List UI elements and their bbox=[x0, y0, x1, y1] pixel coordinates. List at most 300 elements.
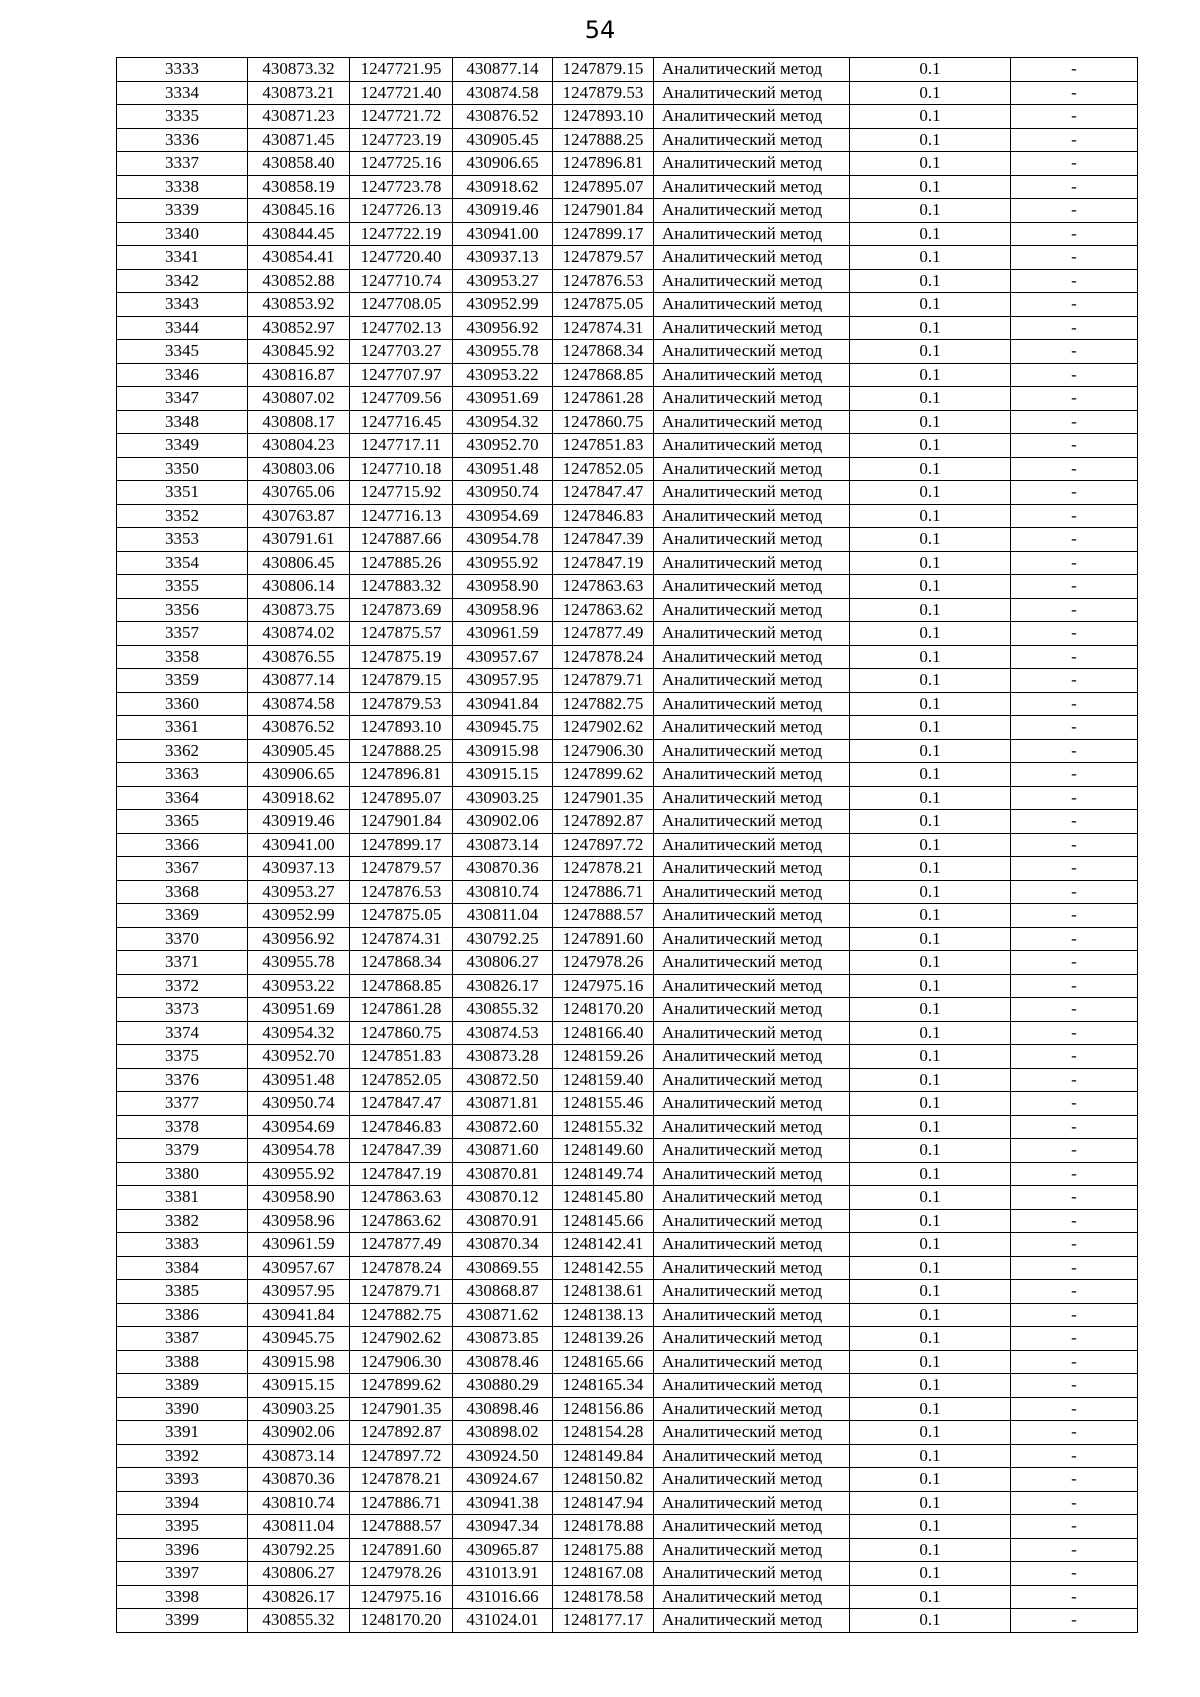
note-cell: - bbox=[1011, 1374, 1138, 1398]
table-row bbox=[117, 222, 1138, 246]
note-cell: - bbox=[1011, 1350, 1138, 1374]
x-start-cell: 430877.14 bbox=[248, 669, 350, 693]
table-row bbox=[117, 739, 1138, 763]
x-start-cell: 430951.48 bbox=[248, 1068, 350, 1092]
note-cell: - bbox=[1011, 692, 1138, 716]
x-start-cell: 430811.04 bbox=[248, 1515, 350, 1539]
method-cell: Аналитический метод bbox=[654, 1186, 850, 1210]
x-start-cell: 430871.23 bbox=[248, 105, 350, 129]
x-end-cell: 430954.69 bbox=[453, 504, 553, 528]
point-number-cell: 3340 bbox=[117, 222, 248, 246]
accuracy-cell: 0.1 bbox=[850, 833, 1011, 857]
note-cell: - bbox=[1011, 1585, 1138, 1609]
y-start-cell: 1247703.27 bbox=[350, 340, 453, 364]
accuracy-cell: 0.1 bbox=[850, 1280, 1011, 1304]
method-cell: Аналитический метод bbox=[654, 786, 850, 810]
x-start-cell: 430845.16 bbox=[248, 199, 350, 223]
accuracy-cell: 0.1 bbox=[850, 1515, 1011, 1539]
table-row bbox=[117, 1209, 1138, 1233]
accuracy-cell: 0.1 bbox=[850, 1468, 1011, 1492]
y-start-cell: 1247901.35 bbox=[350, 1397, 453, 1421]
note-cell: - bbox=[1011, 222, 1138, 246]
x-start-cell: 430873.21 bbox=[248, 81, 350, 105]
point-number-cell: 3395 bbox=[117, 1515, 248, 1539]
note-cell: - bbox=[1011, 1162, 1138, 1186]
point-number-cell: 3397 bbox=[117, 1562, 248, 1586]
accuracy-cell: 0.1 bbox=[850, 1115, 1011, 1139]
y-end-cell: 1247886.71 bbox=[553, 880, 654, 904]
table-row bbox=[117, 457, 1138, 481]
y-start-cell: 1247901.84 bbox=[350, 810, 453, 834]
x-start-cell: 430804.23 bbox=[248, 434, 350, 458]
x-start-cell: 430941.84 bbox=[248, 1303, 350, 1327]
method-cell: Аналитический метод bbox=[654, 880, 850, 904]
note-cell: - bbox=[1011, 669, 1138, 693]
point-number-cell: 3338 bbox=[117, 175, 248, 199]
note-cell: - bbox=[1011, 904, 1138, 928]
table-row bbox=[117, 1468, 1138, 1492]
x-start-cell: 430919.46 bbox=[248, 810, 350, 834]
point-number-cell: 3388 bbox=[117, 1350, 248, 1374]
accuracy-cell: 0.1 bbox=[850, 1162, 1011, 1186]
point-number-cell: 3356 bbox=[117, 598, 248, 622]
table-row bbox=[117, 1515, 1138, 1539]
method-cell: Аналитический метод bbox=[654, 175, 850, 199]
note-cell: - bbox=[1011, 927, 1138, 951]
accuracy-cell: 0.1 bbox=[850, 904, 1011, 928]
method-cell: Аналитический метод bbox=[654, 857, 850, 881]
x-end-cell: 430870.36 bbox=[453, 857, 553, 881]
note-cell: - bbox=[1011, 293, 1138, 317]
table-row bbox=[117, 105, 1138, 129]
y-end-cell: 1247863.63 bbox=[553, 575, 654, 599]
note-cell: - bbox=[1011, 504, 1138, 528]
method-cell: Аналитический метод bbox=[654, 293, 850, 317]
x-end-cell: 430874.58 bbox=[453, 81, 553, 105]
point-number-cell: 3355 bbox=[117, 575, 248, 599]
y-start-cell: 1247879.15 bbox=[350, 669, 453, 693]
point-number-cell: 3380 bbox=[117, 1162, 248, 1186]
point-number-cell: 3399 bbox=[117, 1609, 248, 1633]
point-number-cell: 3335 bbox=[117, 105, 248, 129]
accuracy-cell: 0.1 bbox=[850, 293, 1011, 317]
method-cell: Аналитический метод bbox=[654, 575, 850, 599]
method-cell: Аналитический метод bbox=[654, 1303, 850, 1327]
x-start-cell: 430844.45 bbox=[248, 222, 350, 246]
table-row bbox=[117, 622, 1138, 646]
x-start-cell: 430871.45 bbox=[248, 128, 350, 152]
y-start-cell: 1247722.19 bbox=[350, 222, 453, 246]
method-cell: Аналитический метод bbox=[654, 1421, 850, 1445]
accuracy-cell: 0.1 bbox=[850, 598, 1011, 622]
method-cell: Аналитический метод bbox=[654, 669, 850, 693]
y-start-cell: 1247902.62 bbox=[350, 1327, 453, 1351]
accuracy-cell: 0.1 bbox=[850, 857, 1011, 881]
x-end-cell: 431024.01 bbox=[453, 1609, 553, 1633]
y-start-cell: 1247877.49 bbox=[350, 1233, 453, 1257]
x-end-cell: 430941.38 bbox=[453, 1491, 553, 1515]
note-cell: - bbox=[1011, 457, 1138, 481]
y-end-cell: 1248170.20 bbox=[553, 998, 654, 1022]
method-cell: Аналитический метод bbox=[654, 1515, 850, 1539]
y-end-cell: 1248145.66 bbox=[553, 1209, 654, 1233]
method-cell: Аналитический метод bbox=[654, 1068, 850, 1092]
x-start-cell: 430870.36 bbox=[248, 1468, 350, 1492]
y-end-cell: 1247897.72 bbox=[553, 833, 654, 857]
x-end-cell: 430924.50 bbox=[453, 1444, 553, 1468]
x-end-cell: 430915.98 bbox=[453, 739, 553, 763]
point-number-cell: 3361 bbox=[117, 716, 248, 740]
x-end-cell: 430955.92 bbox=[453, 551, 553, 575]
point-number-cell: 3376 bbox=[117, 1068, 248, 1092]
y-end-cell: 1248166.40 bbox=[553, 1021, 654, 1045]
y-start-cell: 1247847.19 bbox=[350, 1162, 453, 1186]
table-row bbox=[117, 1115, 1138, 1139]
x-start-cell: 430858.40 bbox=[248, 152, 350, 176]
accuracy-cell: 0.1 bbox=[850, 1045, 1011, 1069]
accuracy-cell: 0.1 bbox=[850, 810, 1011, 834]
x-start-cell: 430873.32 bbox=[248, 58, 350, 82]
y-end-cell: 1247901.84 bbox=[553, 199, 654, 223]
y-end-cell: 1248165.34 bbox=[553, 1374, 654, 1398]
y-start-cell: 1247874.31 bbox=[350, 927, 453, 951]
x-start-cell: 430792.25 bbox=[248, 1538, 350, 1562]
table-row bbox=[117, 1280, 1138, 1304]
accuracy-cell: 0.1 bbox=[850, 1233, 1011, 1257]
x-start-cell: 430952.99 bbox=[248, 904, 350, 928]
note-cell: - bbox=[1011, 387, 1138, 411]
x-end-cell: 430951.69 bbox=[453, 387, 553, 411]
accuracy-cell: 0.1 bbox=[850, 1092, 1011, 1116]
x-end-cell: 430902.06 bbox=[453, 810, 553, 834]
note-cell: - bbox=[1011, 152, 1138, 176]
table-row bbox=[117, 1397, 1138, 1421]
method-cell: Аналитический метод bbox=[654, 1045, 850, 1069]
y-end-cell: 1247978.26 bbox=[553, 951, 654, 975]
y-end-cell: 1248138.61 bbox=[553, 1280, 654, 1304]
x-start-cell: 430803.06 bbox=[248, 457, 350, 481]
note-cell: - bbox=[1011, 763, 1138, 787]
accuracy-cell: 0.1 bbox=[850, 692, 1011, 716]
note-cell: - bbox=[1011, 410, 1138, 434]
y-end-cell: 1248154.28 bbox=[553, 1421, 654, 1445]
method-cell: Аналитический метод bbox=[654, 927, 850, 951]
method-cell: Аналитический метод bbox=[654, 340, 850, 364]
point-number-cell: 3339 bbox=[117, 199, 248, 223]
x-end-cell: 430945.75 bbox=[453, 716, 553, 740]
table-row bbox=[117, 1421, 1138, 1445]
method-cell: Аналитический метод bbox=[654, 692, 850, 716]
accuracy-cell: 0.1 bbox=[850, 880, 1011, 904]
y-start-cell: 1247888.57 bbox=[350, 1515, 453, 1539]
table-row bbox=[117, 692, 1138, 716]
table-row bbox=[117, 645, 1138, 669]
x-end-cell: 430965.87 bbox=[453, 1538, 553, 1562]
y-start-cell: 1247875.57 bbox=[350, 622, 453, 646]
x-end-cell: 430873.14 bbox=[453, 833, 553, 857]
x-start-cell: 430958.90 bbox=[248, 1186, 350, 1210]
method-cell: Аналитический метод bbox=[654, 199, 850, 223]
table-row bbox=[117, 175, 1138, 199]
x-end-cell: 430870.12 bbox=[453, 1186, 553, 1210]
x-start-cell: 430915.15 bbox=[248, 1374, 350, 1398]
point-number-cell: 3350 bbox=[117, 457, 248, 481]
x-end-cell: 430873.28 bbox=[453, 1045, 553, 1069]
x-end-cell: 430873.85 bbox=[453, 1327, 553, 1351]
note-cell: - bbox=[1011, 316, 1138, 340]
point-number-cell: 3357 bbox=[117, 622, 248, 646]
y-start-cell: 1247886.71 bbox=[350, 1491, 453, 1515]
point-number-cell: 3385 bbox=[117, 1280, 248, 1304]
point-number-cell: 3353 bbox=[117, 528, 248, 552]
x-start-cell: 430810.74 bbox=[248, 1491, 350, 1515]
y-start-cell: 1247716.45 bbox=[350, 410, 453, 434]
y-end-cell: 1247847.19 bbox=[553, 551, 654, 575]
method-cell: Аналитический метод bbox=[654, 1585, 850, 1609]
accuracy-cell: 0.1 bbox=[850, 1397, 1011, 1421]
x-start-cell: 430874.02 bbox=[248, 622, 350, 646]
x-end-cell: 430915.15 bbox=[453, 763, 553, 787]
table-row bbox=[117, 410, 1138, 434]
point-number-cell: 3348 bbox=[117, 410, 248, 434]
y-start-cell: 1247721.72 bbox=[350, 105, 453, 129]
accuracy-cell: 0.1 bbox=[850, 1186, 1011, 1210]
x-start-cell: 430806.14 bbox=[248, 575, 350, 599]
x-start-cell: 430858.19 bbox=[248, 175, 350, 199]
x-start-cell: 430906.65 bbox=[248, 763, 350, 787]
point-number-cell: 3365 bbox=[117, 810, 248, 834]
x-end-cell: 430906.65 bbox=[453, 152, 553, 176]
method-cell: Аналитический метод bbox=[654, 1139, 850, 1163]
y-start-cell: 1247892.87 bbox=[350, 1421, 453, 1445]
point-number-cell: 3334 bbox=[117, 81, 248, 105]
note-cell: - bbox=[1011, 1491, 1138, 1515]
page-number: 54 bbox=[584, 16, 616, 44]
table-row bbox=[117, 340, 1138, 364]
point-number-cell: 3384 bbox=[117, 1256, 248, 1280]
y-end-cell: 1247899.62 bbox=[553, 763, 654, 787]
x-start-cell: 430853.92 bbox=[248, 293, 350, 317]
y-end-cell: 1247847.39 bbox=[553, 528, 654, 552]
accuracy-cell: 0.1 bbox=[850, 716, 1011, 740]
accuracy-cell: 0.1 bbox=[850, 1139, 1011, 1163]
point-number-cell: 3363 bbox=[117, 763, 248, 787]
accuracy-cell: 0.1 bbox=[850, 434, 1011, 458]
method-cell: Аналитический метод bbox=[654, 598, 850, 622]
y-start-cell: 1247723.19 bbox=[350, 128, 453, 152]
x-end-cell: 430955.78 bbox=[453, 340, 553, 364]
x-end-cell: 430826.17 bbox=[453, 974, 553, 998]
y-end-cell: 1248149.84 bbox=[553, 1444, 654, 1468]
y-end-cell: 1248159.40 bbox=[553, 1068, 654, 1092]
accuracy-cell: 0.1 bbox=[850, 105, 1011, 129]
accuracy-cell: 0.1 bbox=[850, 763, 1011, 787]
y-end-cell: 1247876.53 bbox=[553, 269, 654, 293]
note-cell: - bbox=[1011, 1256, 1138, 1280]
accuracy-cell: 0.1 bbox=[850, 974, 1011, 998]
point-number-cell: 3377 bbox=[117, 1092, 248, 1116]
x-start-cell: 430874.58 bbox=[248, 692, 350, 716]
point-number-cell: 3391 bbox=[117, 1421, 248, 1445]
note-cell: - bbox=[1011, 1609, 1138, 1633]
y-start-cell: 1247873.69 bbox=[350, 598, 453, 622]
note-cell: - bbox=[1011, 622, 1138, 646]
x-end-cell: 430810.74 bbox=[453, 880, 553, 904]
accuracy-cell: 0.1 bbox=[850, 340, 1011, 364]
point-number-cell: 3344 bbox=[117, 316, 248, 340]
table-row bbox=[117, 293, 1138, 317]
y-end-cell: 1247879.53 bbox=[553, 81, 654, 105]
accuracy-cell: 0.1 bbox=[850, 316, 1011, 340]
y-end-cell: 1247901.35 bbox=[553, 786, 654, 810]
note-cell: - bbox=[1011, 1209, 1138, 1233]
point-number-cell: 3398 bbox=[117, 1585, 248, 1609]
accuracy-cell: 0.1 bbox=[850, 246, 1011, 270]
y-start-cell: 1247709.56 bbox=[350, 387, 453, 411]
table-row bbox=[117, 363, 1138, 387]
note-cell: - bbox=[1011, 1045, 1138, 1069]
accuracy-cell: 0.1 bbox=[850, 1421, 1011, 1445]
table-row bbox=[117, 434, 1138, 458]
note-cell: - bbox=[1011, 810, 1138, 834]
y-end-cell: 1248149.60 bbox=[553, 1139, 654, 1163]
point-number-cell: 3360 bbox=[117, 692, 248, 716]
y-start-cell: 1247893.10 bbox=[350, 716, 453, 740]
x-end-cell: 430957.67 bbox=[453, 645, 553, 669]
method-cell: Аналитический метод bbox=[654, 1374, 850, 1398]
note-cell: - bbox=[1011, 739, 1138, 763]
x-start-cell: 430905.45 bbox=[248, 739, 350, 763]
x-end-cell: 430877.14 bbox=[453, 58, 553, 82]
y-start-cell: 1247861.28 bbox=[350, 998, 453, 1022]
x-start-cell: 430954.69 bbox=[248, 1115, 350, 1139]
y-start-cell: 1247891.60 bbox=[350, 1538, 453, 1562]
x-start-cell: 430852.88 bbox=[248, 269, 350, 293]
point-number-cell: 3370 bbox=[117, 927, 248, 951]
table-row bbox=[117, 833, 1138, 857]
table-row bbox=[117, 1139, 1138, 1163]
note-cell: - bbox=[1011, 1233, 1138, 1257]
x-end-cell: 430951.48 bbox=[453, 457, 553, 481]
x-end-cell: 430792.25 bbox=[453, 927, 553, 951]
x-end-cell: 430956.92 bbox=[453, 316, 553, 340]
method-cell: Аналитический метод bbox=[654, 152, 850, 176]
point-number-cell: 3346 bbox=[117, 363, 248, 387]
x-start-cell: 430873.75 bbox=[248, 598, 350, 622]
x-start-cell: 430763.87 bbox=[248, 504, 350, 528]
x-start-cell: 430806.27 bbox=[248, 1562, 350, 1586]
x-start-cell: 430945.75 bbox=[248, 1327, 350, 1351]
x-start-cell: 430953.27 bbox=[248, 880, 350, 904]
accuracy-cell: 0.1 bbox=[850, 1021, 1011, 1045]
method-cell: Аналитический метод bbox=[654, 105, 850, 129]
y-end-cell: 1248165.66 bbox=[553, 1350, 654, 1374]
note-cell: - bbox=[1011, 998, 1138, 1022]
y-start-cell: 1247975.16 bbox=[350, 1585, 453, 1609]
point-number-cell: 3378 bbox=[117, 1115, 248, 1139]
method-cell: Аналитический метод bbox=[654, 998, 850, 1022]
accuracy-cell: 0.1 bbox=[850, 481, 1011, 505]
table-row bbox=[117, 152, 1138, 176]
method-cell: Аналитический метод bbox=[654, 810, 850, 834]
method-cell: Аналитический метод bbox=[654, 1327, 850, 1351]
y-end-cell: 1247874.31 bbox=[553, 316, 654, 340]
x-end-cell: 430947.34 bbox=[453, 1515, 553, 1539]
accuracy-cell: 0.1 bbox=[850, 58, 1011, 82]
table-row bbox=[117, 128, 1138, 152]
table-row bbox=[117, 575, 1138, 599]
y-start-cell: 1247726.13 bbox=[350, 199, 453, 223]
table-row bbox=[117, 904, 1138, 928]
accuracy-cell: 0.1 bbox=[850, 152, 1011, 176]
table-row bbox=[117, 246, 1138, 270]
table-row bbox=[117, 387, 1138, 411]
note-cell: - bbox=[1011, 551, 1138, 575]
y-end-cell: 1247877.49 bbox=[553, 622, 654, 646]
table-row bbox=[117, 528, 1138, 552]
x-end-cell: 430874.53 bbox=[453, 1021, 553, 1045]
note-cell: - bbox=[1011, 58, 1138, 82]
note-cell: - bbox=[1011, 951, 1138, 975]
y-start-cell: 1247860.75 bbox=[350, 1021, 453, 1045]
y-start-cell: 1247876.53 bbox=[350, 880, 453, 904]
x-start-cell: 430952.70 bbox=[248, 1045, 350, 1069]
x-end-cell: 430953.22 bbox=[453, 363, 553, 387]
accuracy-cell: 0.1 bbox=[850, 739, 1011, 763]
table-row bbox=[117, 269, 1138, 293]
point-number-cell: 3392 bbox=[117, 1444, 248, 1468]
x-start-cell: 430806.45 bbox=[248, 551, 350, 575]
y-end-cell: 1248149.74 bbox=[553, 1162, 654, 1186]
y-end-cell: 1248159.26 bbox=[553, 1045, 654, 1069]
y-end-cell: 1248178.58 bbox=[553, 1585, 654, 1609]
x-end-cell: 430870.91 bbox=[453, 1209, 553, 1233]
y-end-cell: 1247852.05 bbox=[553, 457, 654, 481]
point-number-cell: 3383 bbox=[117, 1233, 248, 1257]
accuracy-cell: 0.1 bbox=[850, 1562, 1011, 1586]
y-start-cell: 1247879.57 bbox=[350, 857, 453, 881]
accuracy-cell: 0.1 bbox=[850, 81, 1011, 105]
y-end-cell: 1247888.57 bbox=[553, 904, 654, 928]
point-number-cell: 3354 bbox=[117, 551, 248, 575]
note-cell: - bbox=[1011, 1280, 1138, 1304]
method-cell: Аналитический метод bbox=[654, 481, 850, 505]
x-start-cell: 430953.22 bbox=[248, 974, 350, 998]
y-start-cell: 1247721.95 bbox=[350, 58, 453, 82]
point-number-cell: 3394 bbox=[117, 1491, 248, 1515]
y-end-cell: 1247878.21 bbox=[553, 857, 654, 881]
accuracy-cell: 0.1 bbox=[850, 575, 1011, 599]
table-row bbox=[117, 1162, 1138, 1186]
y-start-cell: 1247885.26 bbox=[350, 551, 453, 575]
y-start-cell: 1247978.26 bbox=[350, 1562, 453, 1586]
x-end-cell: 430872.60 bbox=[453, 1115, 553, 1139]
method-cell: Аналитический метод bbox=[654, 1280, 850, 1304]
y-start-cell: 1247715.92 bbox=[350, 481, 453, 505]
note-cell: - bbox=[1011, 528, 1138, 552]
table-row bbox=[117, 927, 1138, 951]
note-cell: - bbox=[1011, 645, 1138, 669]
note-cell: - bbox=[1011, 575, 1138, 599]
x-end-cell: 430876.52 bbox=[453, 105, 553, 129]
point-number-cell: 3342 bbox=[117, 269, 248, 293]
x-start-cell: 430956.92 bbox=[248, 927, 350, 951]
accuracy-cell: 0.1 bbox=[850, 410, 1011, 434]
table-row bbox=[117, 316, 1138, 340]
note-cell: - bbox=[1011, 246, 1138, 270]
x-start-cell: 430955.78 bbox=[248, 951, 350, 975]
method-cell: Аналитический метод bbox=[654, 904, 850, 928]
